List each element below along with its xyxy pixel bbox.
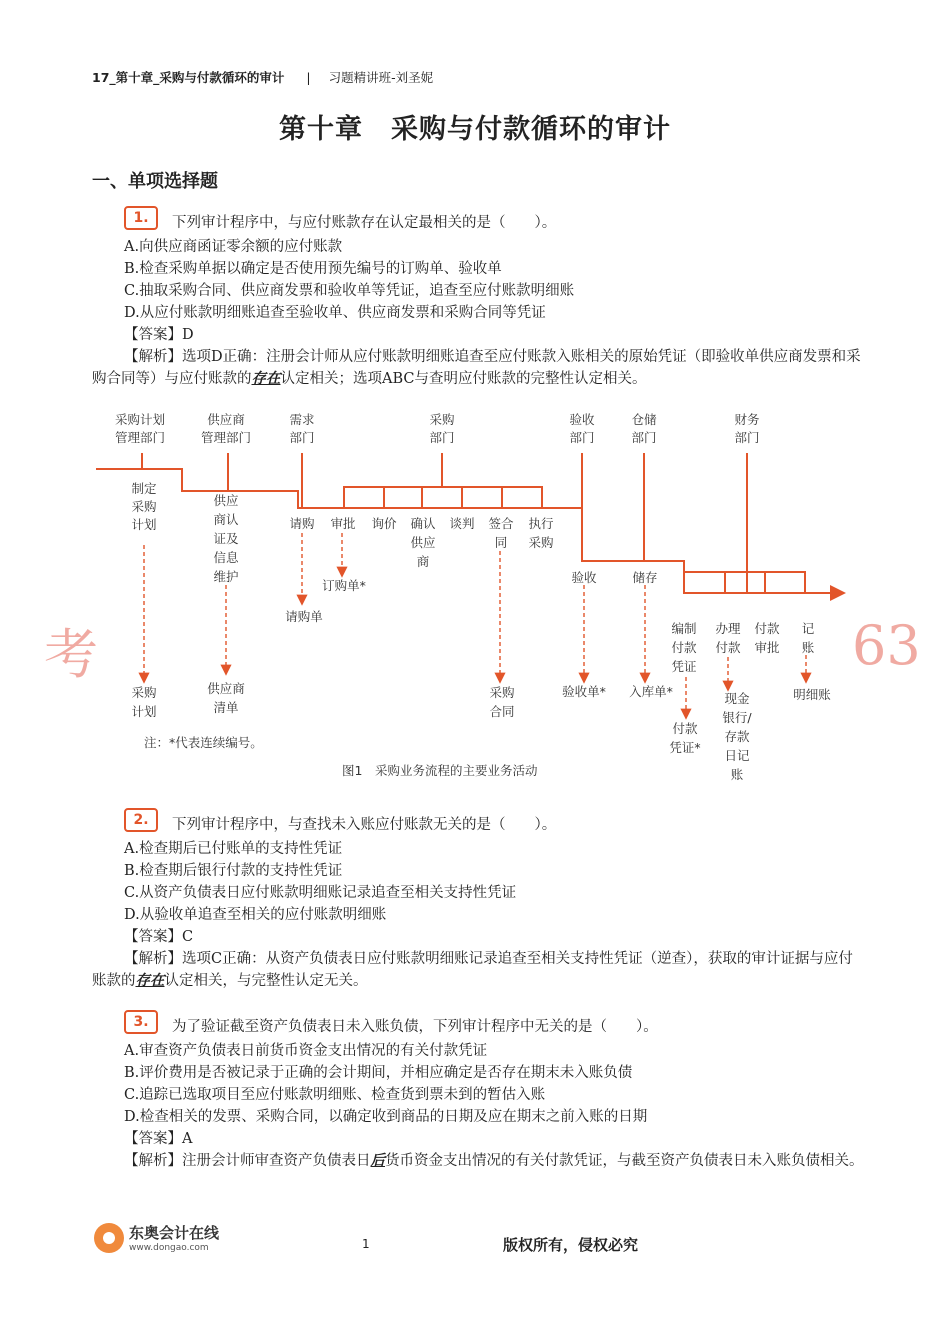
act-voucher-l2: 付款 [671,640,697,655]
question-stem: 2. 下列审计程序中，与查找未入账应付账款无关的是（ ）。 [92,814,864,836]
page-title: 第十章 采购与付款循环的审计 [279,114,671,145]
option-a: A.检查期后已付账单的支持性凭证 [124,841,343,857]
explanation: 【解析】选项D正确：注册会计师从应付账款明细账追查至应付账款入账相关的原始凭证（即验收单供应商发票和采购合同等）与应付账款的存在认定相关；选项ABC与查明应付账款的完整性认定相关。 [92,349,861,387]
option-d: D.从应付账款明细账追查至验收单、供应商发票和采购合同等凭证 [124,305,546,321]
act-store: 储存 [632,570,658,585]
option-d: D.从验收单追查至相关的应付账款明细账 [124,907,387,923]
brand-name: 东奥会计在线 [129,1224,220,1242]
act-confirm-l3: 商 [416,554,430,569]
option-a: A.审查资产负债表日前货币资金支出情况的有关付款凭证 [124,1043,488,1059]
doc-supplier-l2: 清单 [213,700,239,715]
logo-icon [94,1223,124,1253]
act-record-l1: 记 [801,621,815,636]
act-make-plan-l3: 计划 [131,517,157,532]
act-sign-l1: 签合 [488,516,514,531]
brand-url: www.dongao.com [129,1243,209,1253]
act-voucher-l1: 编制 [671,621,697,636]
act-pay-l1: 办理 [715,621,741,636]
act-supplier-l3: 证及 [213,531,239,546]
answer: 【答案】A [124,1131,193,1147]
act-inquiry: 询价 [371,516,397,531]
act-confirm-l2: 供应 [410,535,436,550]
dept-receive-l1: 验收 [569,412,595,427]
question-1 [92,212,864,390]
act-inspect: 验收 [571,570,597,585]
dept-supplier-l1: 供应商 [207,412,245,427]
dept-storage-l2: 部门 [631,430,657,445]
doc-warehouse: 入库单* [629,684,673,699]
doc-journal-l3: 存款 [724,729,750,744]
explanation: 【解析】注册会计师审查资产负债表日后货币资金支出情况的有关付款凭证，与截至资产负债表日未入账负债相关。 [124,1152,864,1169]
act-negotiate: 谈判 [449,516,475,531]
dept-storage-l1: 仓储 [631,412,657,427]
act-record-l2: 账 [801,640,815,655]
act-approve: 审批 [330,516,356,531]
doc-order: 订购单* [322,578,366,593]
emphasis: 存在 [251,370,281,387]
dept-supplier-l2: 管理部门 [200,430,252,445]
option-b: B.检查采购单据以确定是否使用预先编号的订购单、验收单 [124,261,502,277]
dept-finance-l2: 部门 [734,430,760,445]
page-number: 1 [362,1237,370,1251]
dept-demand-l2: 部门 [289,430,315,445]
question-number: 3. [124,1010,158,1034]
doc-plan-l2: 计划 [131,704,157,719]
doc-contract-l1: 采购 [489,685,515,700]
act-execute-l1: 执行 [528,516,554,531]
answer: 【答案】C [124,929,194,945]
section-heading: 一、单项选择题 [92,171,218,192]
act-make-plan-l1: 制定 [131,481,157,496]
question-3 [92,1016,864,1172]
option-b: B.评价费用是否被记录于正确的会计期间，并相应确定是否存在期末未入账负债 [124,1065,633,1081]
header-divider: | [306,70,311,85]
doc-supplier-l1: 供应商 [207,681,245,696]
doc-ledger: 明细账 [793,687,831,702]
doc-journal-l2: 银行/ [722,710,752,725]
dept-receive-l2: 部门 [569,430,595,445]
option-c: C.追踪已选取项目至应付账款明细账、检查货到票未到的暂估入账 [124,1087,546,1103]
doc-voucher-l2: 凭证* [669,740,701,755]
act-supplier-l1: 供应 [213,493,239,508]
emphasis: 后 [370,1152,385,1169]
act-confirm-l1: 确认 [410,516,436,531]
question-stem: 1. 下列审计程序中，与应付账款存在认定最相关的是（ ）。 [92,212,864,234]
flow-caption: 图1 采购业务流程的主要业务活动 [342,763,538,778]
question-number: 1. [124,206,158,230]
brand-logo [94,1222,219,1253]
header-course: 习题精讲班-刘圣妮 [328,70,434,85]
act-pay-l2: 付款 [715,640,741,655]
flow-note: 注：*代表连续编号。 [144,735,263,750]
emphasis: 存在 [135,972,165,989]
copyright-notice: 版权所有，侵权必究 [503,1236,639,1254]
question-number: 2. [124,808,158,832]
act-review-l1: 付款 [754,621,780,636]
act-request: 请购 [289,516,315,531]
watermark-left: 考 [44,623,98,686]
question-stem: 3. 为了验证截至资产负债表日未入账负债，下列审计程序中无关的是（ ）。 [92,1016,864,1038]
act-execute-l2: 采购 [528,535,554,550]
option-b: B.检查期后银行付款的支持性凭证 [124,863,343,879]
option-d: D.检查相关的发票、采购合同，以确定收到商品的日期及应在期末之前入账的日期 [124,1109,648,1125]
option-c: C.从资产负债表日应付账款明细账记录追查至相关支持性凭证 [124,885,517,901]
act-supplier-l4: 信息 [213,550,239,565]
dept-finance-l1: 财务 [734,412,760,427]
doc-contract-l2: 合同 [489,704,515,719]
dept-purchase-l1: 采购 [429,412,455,427]
dept-demand-l1: 需求 [289,412,315,427]
act-make-plan-l2: 采购 [131,499,157,514]
dept-purchase-l2: 部门 [429,430,455,445]
doc-plan-l1: 采购 [131,685,157,700]
act-voucher-l3: 凭证 [671,659,697,674]
dept-plan-l1: 采购计划 [114,412,166,427]
doc-journal-l5: 账 [730,767,744,782]
dept-plan-l2: 管理部门 [114,430,166,445]
option-c: C.抽取采购合同、供应商发票和验收单等凭证，追查至应付账款明细账 [124,283,575,299]
explanation: 【解析】选项C正确：从资产负债表日应付账款明细账记录追查至相关支持性凭证（逆查），获取的审计证据与应付账款的存在认定相关，与完整性认定无关。 [92,951,853,989]
watermark-right: 63 [852,614,921,677]
question-2 [92,814,864,992]
act-sign-l2: 同 [494,535,508,550]
purchase-flowchart [92,405,852,785]
answer: 【答案】D [124,327,194,343]
header-chapter: 17_第十章_采购与付款循环的审计 [92,70,285,85]
act-supplier-l5: 维护 [213,569,239,584]
doc-receiving: 验收单* [562,684,606,699]
doc-journal-l4: 日记 [724,748,750,763]
doc-journal-l1: 现金 [724,691,750,706]
doc-requisition: 请购单 [285,609,323,624]
page-header [92,68,433,86]
act-review-l2: 审批 [754,640,780,655]
option-a: A.向供应商函证零余额的应付账款 [124,239,343,255]
doc-voucher-l1: 付款 [672,721,698,736]
act-supplier-l2: 商认 [213,512,239,527]
